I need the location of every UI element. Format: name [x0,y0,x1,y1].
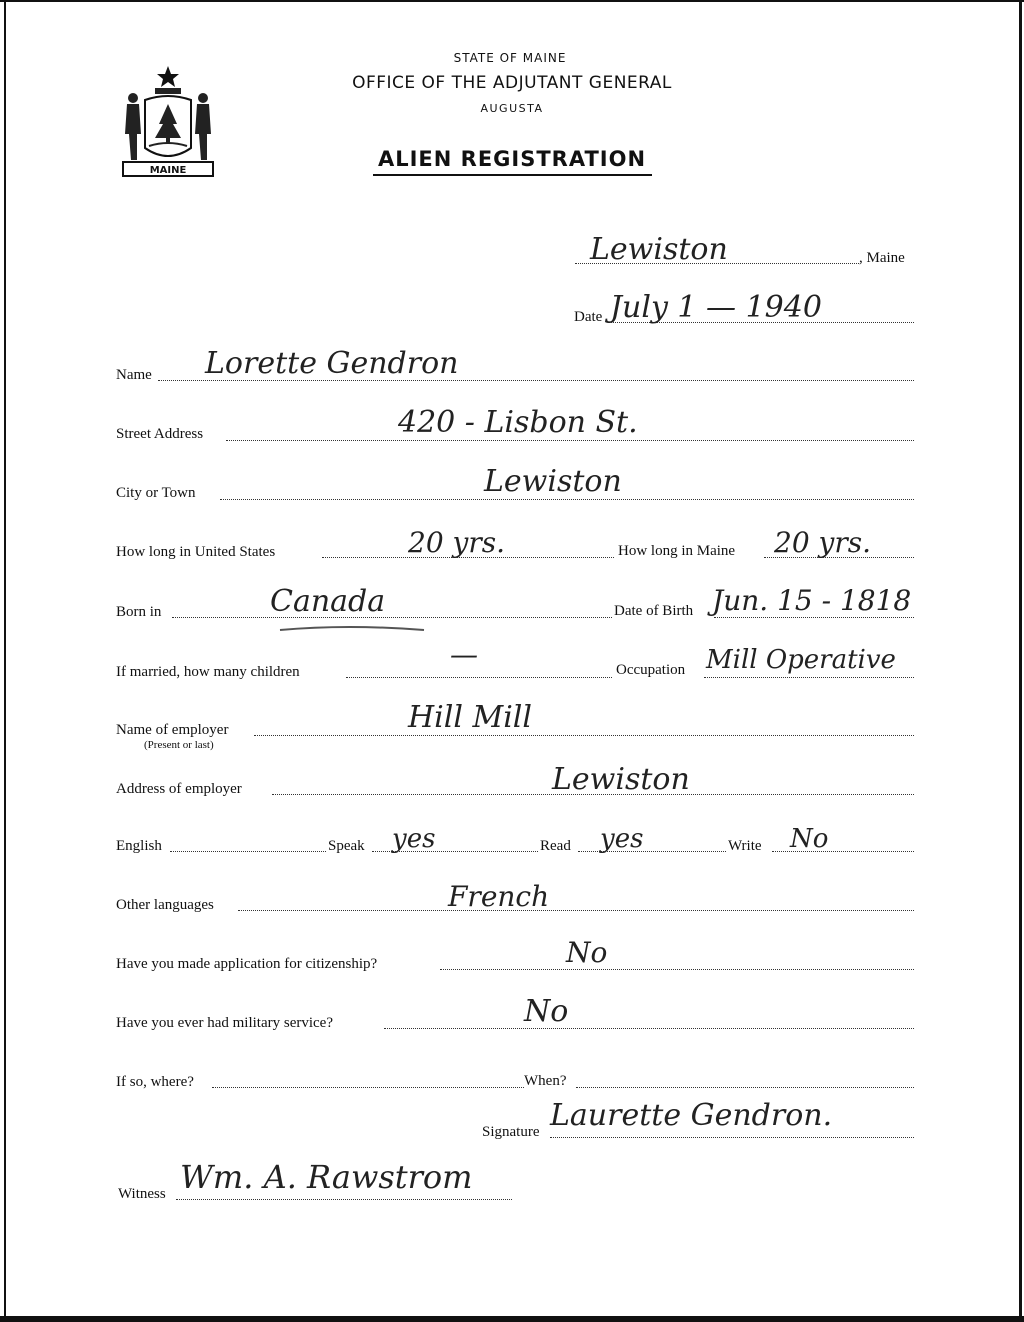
form-title: ALIEN REGISTRATION [377,147,647,171]
speak-label: Speak [328,838,365,854]
witness-line [176,1199,512,1200]
name-value[interactable]: Lorette Gendron [205,346,459,381]
write-value[interactable]: No [790,824,829,854]
seal-banner-text: MAINE [149,165,187,176]
employer-address-value[interactable]: Lewiston [552,762,690,797]
street-address-label: Street Address [116,426,204,442]
military-label: Have you ever had military service? [116,1015,333,1031]
employer-name-line [254,735,914,736]
signature-label: Signature [482,1124,540,1140]
citizenship-line [440,969,914,970]
title-underline [373,174,652,176]
signature-line [550,1137,914,1138]
town-value[interactable]: Lewiston [590,232,728,267]
employer-name-note: (Present or last) [144,739,214,751]
if-so-where-label: If so, where? [116,1074,194,1090]
occupation-value[interactable]: Mill Operative [706,645,896,675]
if-so-where-line [212,1087,524,1088]
when-line [576,1087,914,1088]
date-of-birth-value[interactable]: Jun. 15 - 1818 [712,584,912,617]
street-address-line [226,440,914,441]
scan-border-top [0,0,1024,2]
write-label: Write [728,838,762,854]
employer-name-value[interactable]: Hill Mill [408,700,532,735]
other-languages-label: Other languages [116,897,214,913]
date-of-birth-label: Date of Birth [614,603,694,619]
born-in-underline [278,620,428,636]
married-children-label: If married, how many children [116,664,300,680]
other-languages-line [238,910,914,911]
speak-value[interactable]: yes [392,824,436,854]
date-value[interactable]: July 1 — 1940 [610,290,822,325]
scan-border-bottom [0,1316,1024,1322]
english-line [170,851,326,852]
name-label: Name [116,367,152,383]
occupation-line [704,677,914,678]
employer-name-label: Name of employer [116,722,229,738]
born-in-label: Born in [116,604,162,620]
street-address-value[interactable]: 420 - Lisbon St. [398,405,638,440]
city-heading: AUGUSTA [480,102,544,115]
citizenship-value[interactable]: No [566,936,608,969]
military-line [384,1028,914,1029]
employer-address-label: Address of employer [116,781,242,797]
citizenship-label: Have you made application for citizenship? [116,956,378,972]
scan-border-left [4,0,6,1322]
how-long-maine-value[interactable]: 20 yrs. [774,526,872,559]
how-long-us-label: How long in United States [116,544,276,560]
signature-value[interactable]: Laurette Gendron. [550,1098,833,1133]
city-label: City or Town [116,485,196,501]
date-label: Date [574,309,603,325]
when-label: When? [524,1073,567,1089]
state-heading: STATE OF MAINE [453,51,567,65]
witness-label: Witness [118,1186,166,1202]
scan-border-right [1019,0,1022,1322]
read-value[interactable]: yes [600,824,644,854]
military-value[interactable]: No [524,994,569,1029]
read-label: Read [540,838,571,854]
date-of-birth-line [714,617,914,618]
married-children-value[interactable]: — [450,638,478,671]
how-long-us-value[interactable]: 20 yrs. [408,526,506,559]
office-heading: OFFICE OF THE ADJUTANT GENERAL [352,73,672,93]
witness-value[interactable]: Wm. A. Rawstrom [180,1158,473,1196]
maine-suffix: , Maine [859,250,905,266]
english-label: English [116,838,162,854]
other-languages-value[interactable]: French [448,880,550,913]
married-children-line [346,677,612,678]
born-in-line [172,617,612,618]
born-in-value[interactable]: Canada [270,584,386,619]
city-value[interactable]: Lewiston [484,464,622,499]
occupation-label: Occupation [616,662,686,678]
city-line [220,499,914,500]
how-long-maine-label: How long in Maine [618,543,736,559]
